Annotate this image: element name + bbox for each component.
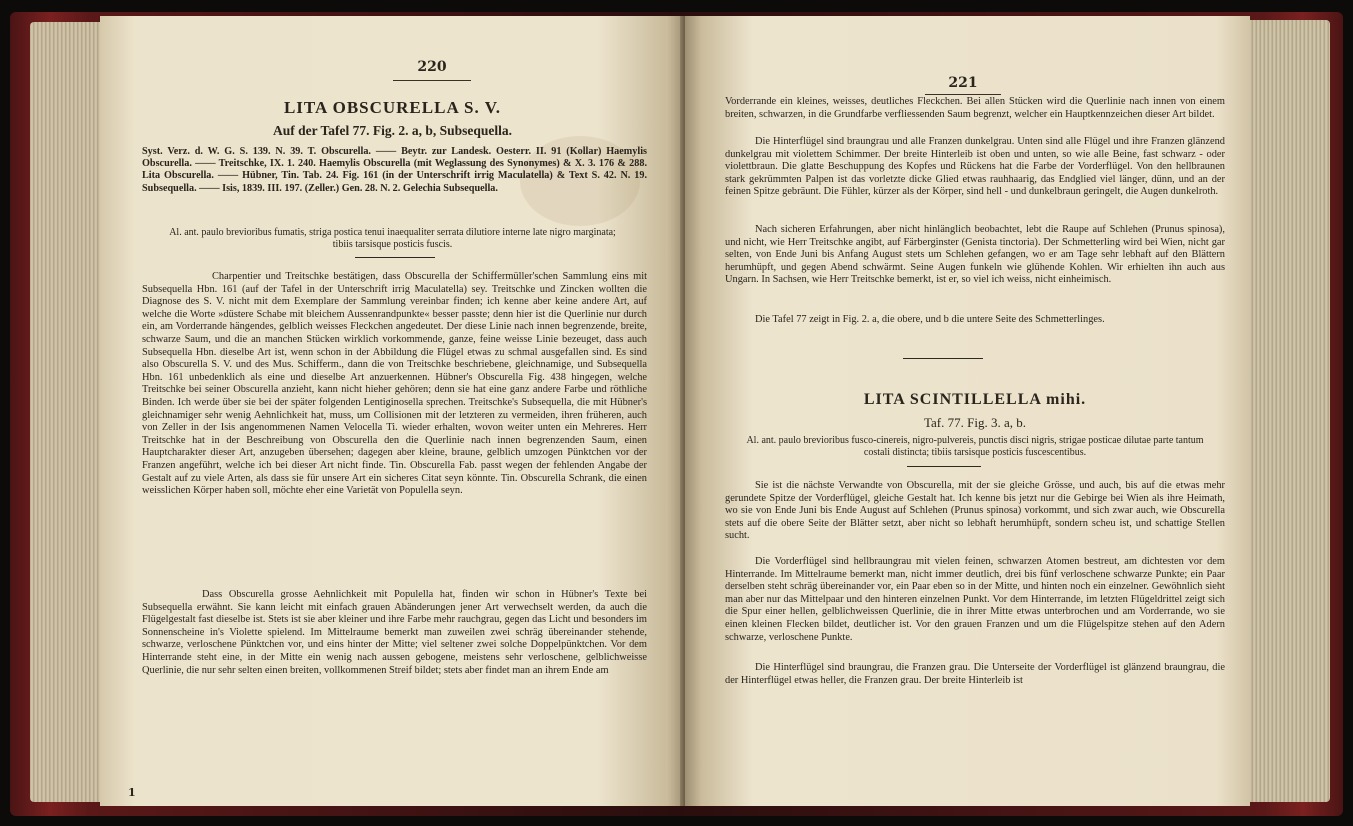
- synonymy: Syst. Verz. d. W. G. S. 139. N. 39. T. Obscurella. —— Beytr. zur Landesk. Oesterr. II. 91 (Kollar) Haemylis Obscurella. —— Treitschke, IX. 1. 240. Haemylis Obscurella (mit Weglassung des Synonymes) & X. 3. 176 & 288. Lita Obscurella. —— Hübner, Tin. Tab. 24. Fig. 161 (in der Unterschrift irrig Maculatella) & Text S. 42. N. 19. Subsequella. —— Isis, 1839. III. 197. (Zeller.) Gen. 28. N. 2. Gelechia Subsequella.: [142, 146, 647, 194]
- page-number-underline: [925, 94, 1001, 95]
- left-page-edges: [30, 22, 110, 802]
- latin-diagnosis: Al. ant. paulo brevioribus fusco-cinereis, nigro-pulvereis, punctis disci nigris, strigae posticae dilutae parte tantum costali distincta; tibiis tarsisque posticis fuscescentibus.: [746, 435, 1204, 458]
- body-paragraph: Dass Obscurella grosse Aehnlichkeit mit Populella hat, finden wir schon in Hübner's Texte bei Subsequella erwähnt. Sie kann leicht mit einfach grauen Abänderungen jener Art verwechselt werden, da auch die Flügelgestalt fast dieselbe ist. Stets ist sie aber kleiner und ihre Farbe mehr rauchgrau, gegen das Licht und besonders im Sonnenscheine in's Violette spielend. Im Mittelraume bemerkt man zuweilen zwei schräg übereinander stehende, schwarze, verloschene Pünktchen vor, und eins hinter der Mitte; viel seltener zwei solche Doppelpünktchen. Vor dem Hinterrande steht eine, in der Mitte ein wenig nach aussen gebogene, meistens sehr verloschene, gelblichweisse Querlinie, die nur sehr selten einen breiten, vollkommenen Streif bildet; stets aber findet man an ihrem Ende am: [142, 589, 647, 676]
- plate-reference: Auf der Tafel 77. Fig. 2. a, b, Subsequella.: [272, 123, 513, 138]
- body-paragraph: Vorderrande ein kleines, weisses, deutliches Fleckchen. Bei allen Stücken wird die Querlinie nach innen von einem breiten, schwarzen, in die Grundfarbe verfliessenden Saum begrenzt, welcher ein Hauptkennzeichen dieser Art bildet.: [725, 96, 1225, 120]
- section-divider: [355, 257, 435, 258]
- page-number: 221: [948, 75, 978, 91]
- section-divider: [907, 466, 981, 467]
- species-title: LITA OBSCURELLA S. V.: [283, 98, 502, 117]
- left-page: [100, 16, 685, 806]
- body-paragraph: Nach sicheren Erfahrungen, aber nicht hinlänglich beobachtet, lebt die Raupe auf Schlehen (Prunus spinosa), und nicht, wie Herr Treitschke angibt, auf Färberginster (Genista tinctoria). Der Schmetterling wird bei Wien, nicht gar selten, von Ende Juni bis Anfang August stets um Schlehen gefangen, wo er am Tage sehr lebhaft auf den Blättern herumhüpft, und gegen Abend schwärmt. Seine Augen funkeln wie glühende Kohlen. Wir erhielten ihn auch aus Ungarn. In Sachsen, wie Herr Treitschke bemerkt, ist er, so viel ich weiss, nicht einheimisch.: [725, 224, 1225, 286]
- page-number: 220: [417, 59, 447, 75]
- species-title: LITA SCINTILLELLA mihi.: [863, 391, 1087, 408]
- section-divider: [903, 358, 983, 359]
- right-page-edges: [1240, 20, 1330, 802]
- plate-reference: Taf. 77. Fig. 3. a, b.: [924, 415, 1026, 430]
- right-page: [685, 16, 1250, 806]
- body-paragraph: Charpentier und Treitschke bestätigen, dass Obscurella der Schiffermüller'schen Sammlung eins mit Subsequella Hbn. 161 (auf der Tafel in der Unterschrift irrig Maculatella) sey. Treitschke und Zincken wollten die Diagnose des S. V. nicht mit dem Exemplare der Sammlung vereinbar finden; ich kenne aber keine andere Art, auf welche die Worte »düstere Schabe mit bleichem Aussenrandpunkte« besser passte; denn hier ist die Querlinie nur durch ein, am Vorderrande hängendes, gelblich weisses Fleckchen angedeutet. Der diese Linie nach innen begrenzende, breite, schwarze Saum, und die an manchen Stücken wirklich vorkommende, ganze, feine weisse Linie bezeuget, dass auch Subsequella Hbn. dieselbe Art ist, wenn schon in der Abbildung die Flügel etwas zu schmal ausgefallen sind. Es sind also Obscurella S. V. und des Mus. Schifferm., dann die von Treitschke beschriebene, gleichnamige, und Subsequella Hbn. 161 unbedenklich als eine und dieselbe Art anzuerkennen. Hübner's Obscurella Fig. 438 hingegen, welche Treitschke bei seiner Obscurella anzieht, kann nicht hieher gehören; denn sie hat eine ganz andere Farbe und röthliche Binden. Ich werde über sie bei der später folgenden Lentiginosella sprechen. Treitschke's Subsequella, die mit Hübner's gleichnamiger sehr wenig Aehnlichkeit hat, muss, um Collisionen mit der letzteren zu vermeiden, ihren früheren, auch von Zeller in der Isis angenommenen Namen Velocella Ti. wieder erhalten, wovon weiter unten ein Mehreres. Herr Treitschke hat in der Beschreibung von Obscurella den die Querlinie nach innen begrenzenden Saum, einen Hauptcharakter dieser Art, anzugeben übersehen; dagegen aber kleine, braune, gelblich umzogen Pünktchen vor der Franzen angeführt, welche ich bei dieser Art nicht finde. Tin. Obscurella Fab. passt wegen der fehlenden Angabe der Gestalt auf zu viele Arten, als dass sie für unsere Art ein sicheres Citat seyn könnte. Tin. Obscurella Schrank, die einen weisslichen Körper haben soll, möchte eher eine Varietät von Populella seyn.: [142, 271, 647, 497]
- page-number-underline: [393, 80, 471, 81]
- body-paragraph: Die Tafel 77 zeigt in Fig. 2. a, die obere, und b die untere Seite des Schmetterlinges.: [755, 314, 1105, 325]
- body-paragraph: Sie ist die nächste Verwandte von Obscurella, mit der sie gleiche Grösse, und auch, bis auf die etwas mehr gerundete Spitze der Vorderflügel, gleiche Gestalt hat. Ich kenne bis jetzt nur die Gebirge bei Wien als ihre Heimath, wo sie von Ende Juni bis Ende August auf Schlehen (Prunus spinosa) vorkommt, und sich zwar auch, wie Obscurella stets auf die obere Seite der Blätter setzt, aber nicht so lebhaft herumhüpft, sondern scheu ist, und schattige Stellen sucht.: [725, 480, 1225, 542]
- signature-mark: 1: [128, 786, 136, 799]
- body-paragraph: Die Hinterflügel sind braungrau und alle Franzen dunkelgrau. Unten sind alle Flügel und ihre Franzen glänzend dunkelgrau mit violettem Schimmer. Der breite Hinterleib ist oben und unten, so wie alle Beine, fast schwarz - oder violettbraun. Die glatte Beschuppung des Kopfes und Rückens hat die Farbe der Vorderflügel. Von den hellbraunen stark gekrümmten Palpen ist das vorletzte dicke Glied etwas rauhhaarig, das Endglied viel länger, dünn, und an der feinen Spitze gebräunt. Die Fühler, kürzer als der Körper, sind hell - und dunkelbraun geringelt, die Augen dunkelroth.: [725, 136, 1225, 198]
- body-paragraph: Die Hinterflügel sind braungrau, die Franzen grau. Die Unterseite der Vorderflügel ist glänzend braungrau, die der Hinterflügel etwas heller, die Franzen grau. Der breite Hinterleib ist: [725, 662, 1225, 686]
- latin-diagnosis: Al. ant. paulo brevioribus fumatis, striga postica tenui inaequaliter serrata dilutiore interne late nigro marginata; tibiis tarsisque posticis fuscis.: [169, 227, 616, 250]
- body-paragraph: Die Vorderflügel sind hellbraungrau mit vielen feinen, schwarzen Atomen bestreut, am dichtesten vor dem Hinterrande. Im Mittelraume bemerkt man, nicht immer deutlich, drei bis fünf verloschene schwarze Punkte; ein Paar derselben steht schräg übereinander vor, ein Paar eben so in der Mitte, und hinten noch ein einzelner. Gewöhnlich sieht man aber nur das Mittelpaar und den hinteren einzelnen Punkt. Vor dem Hinterrande, im letzten Flügeldrittel zeigt sich die Spur einer hellen, gelblichweissen Querlinie, die in ihrer Mitte etwas unterbrochen und am Vorderrande, wo sie einen kleinen Flecken bildet, deutlicher ist. Vor den grauen Franzen und um die Flügelspitze stehen auf den Adern schwarze, verloschene Punkte.: [725, 556, 1225, 643]
